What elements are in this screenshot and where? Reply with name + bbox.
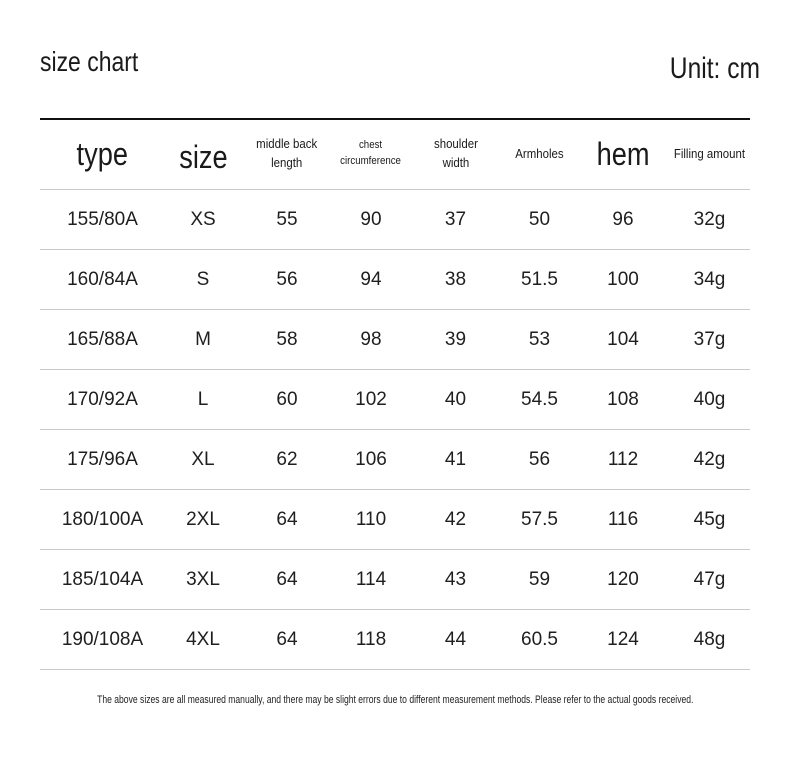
cell-chest: 94: [333, 250, 409, 310]
cell-armholes: 50: [502, 190, 577, 250]
cell-hem: 116: [577, 490, 669, 550]
cell-filling: 42g: [669, 430, 750, 490]
cell-type: 155/80A: [40, 190, 165, 250]
cell-filling: 48g: [669, 610, 750, 670]
table-row: [40, 610, 750, 670]
cell-size: 3XL: [165, 550, 241, 610]
cell-armholes: 53: [502, 310, 577, 370]
cell-size: 4XL: [165, 610, 241, 670]
cell-shoulder: 39: [409, 310, 502, 370]
cell-size: XS: [165, 190, 241, 250]
cell-size: M: [165, 310, 241, 370]
cell-armholes: 57.5: [502, 490, 577, 550]
cell-back-length: 60: [241, 370, 333, 430]
cell-hem: 124: [577, 610, 669, 670]
cell-armholes: 59: [502, 550, 577, 610]
cell-shoulder: 42: [409, 490, 502, 550]
table-header-row: [40, 120, 750, 190]
page-title: size chart: [40, 46, 139, 77]
cell-back-length: 58: [241, 310, 333, 370]
cell-armholes: 60.5: [502, 610, 577, 670]
header-armholes: Armholes: [502, 120, 577, 190]
cell-filling: 32g: [669, 190, 750, 250]
cell-filling: 47g: [669, 550, 750, 610]
size-chart-table: [40, 120, 750, 670]
measurement-disclaimer: The above sizes are all measured manually, and there may be slight errors due to different measurement methods. Please refer to the actual goods received.: [96, 694, 694, 706]
header-shoulder-width: shoulder width: [409, 120, 502, 190]
header-filling-amount: Filling amount: [669, 120, 750, 190]
header-hem: hem: [577, 120, 669, 190]
cell-shoulder: 43: [409, 550, 502, 610]
cell-back-length: 64: [241, 490, 333, 550]
cell-hem: 108: [577, 370, 669, 430]
cell-chest: 90: [333, 190, 409, 250]
cell-filling: 40g: [669, 370, 750, 430]
cell-type: 180/100A: [40, 490, 165, 550]
cell-type: 160/84A: [40, 250, 165, 310]
header-type: type: [40, 120, 165, 190]
cell-armholes: 56: [502, 430, 577, 490]
cell-type: 190/108A: [40, 610, 165, 670]
cell-back-length: 62: [241, 430, 333, 490]
header-chest-circumference: chest circumference: [333, 120, 409, 190]
table-row: [40, 490, 750, 550]
table-row: [40, 550, 750, 610]
cell-hem: 112: [577, 430, 669, 490]
cell-size: 2XL: [165, 490, 241, 550]
cell-armholes: 54.5: [502, 370, 577, 430]
cell-back-length: 56: [241, 250, 333, 310]
cell-size: XL: [165, 430, 241, 490]
cell-chest: 106: [333, 430, 409, 490]
cell-filling: 34g: [669, 250, 750, 310]
cell-hem: 104: [577, 310, 669, 370]
table-row: [40, 370, 750, 430]
cell-chest: 114: [333, 550, 409, 610]
cell-size: L: [165, 370, 241, 430]
cell-type: 170/92A: [40, 370, 165, 430]
cell-shoulder: 41: [409, 430, 502, 490]
cell-hem: 120: [577, 550, 669, 610]
cell-chest: 110: [333, 490, 409, 550]
cell-filling: 45g: [669, 490, 750, 550]
table-row: [40, 430, 750, 490]
cell-chest: 118: [333, 610, 409, 670]
cell-filling: 37g: [669, 310, 750, 370]
table-row: [40, 310, 750, 370]
header-size: size: [165, 120, 241, 190]
cell-type: 175/96A: [40, 430, 165, 490]
cell-back-length: 64: [241, 550, 333, 610]
cell-type: 165/88A: [40, 310, 165, 370]
cell-hem: 100: [577, 250, 669, 310]
cell-chest: 98: [333, 310, 409, 370]
cell-shoulder: 37: [409, 190, 502, 250]
cell-shoulder: 38: [409, 250, 502, 310]
unit-label: Unit: cm: [669, 52, 760, 85]
cell-shoulder: 40: [409, 370, 502, 430]
cell-size: S: [165, 250, 241, 310]
cell-armholes: 51.5: [502, 250, 577, 310]
header-middle-back-length: middle back length: [241, 120, 333, 190]
table-row: [40, 250, 750, 310]
cell-shoulder: 44: [409, 610, 502, 670]
cell-hem: 96: [577, 190, 669, 250]
table-row: [40, 190, 750, 250]
cell-type: 185/104A: [40, 550, 165, 610]
cell-chest: 102: [333, 370, 409, 430]
cell-back-length: 64: [241, 610, 333, 670]
cell-back-length: 55: [241, 190, 333, 250]
